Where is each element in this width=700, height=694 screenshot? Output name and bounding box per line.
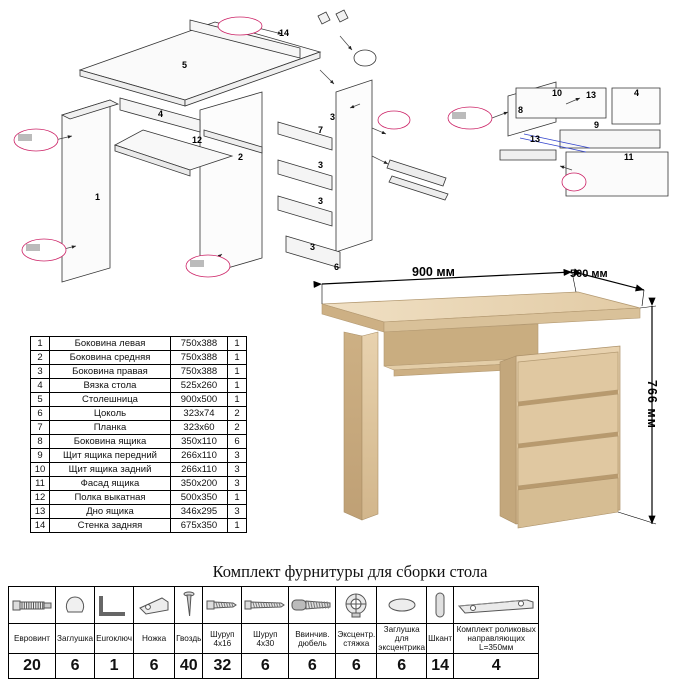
hex-key-icon	[95, 587, 134, 624]
part-qty: 1	[228, 491, 247, 505]
table-row	[31, 351, 247, 365]
part-name: Щит ящика передний	[50, 449, 171, 463]
part-qty: 2	[228, 421, 247, 435]
part-size: 350x110	[171, 435, 228, 449]
callout-r-4: 4	[634, 88, 640, 98]
dimension-height: 766 мм	[645, 380, 659, 429]
part-qty: 3	[228, 463, 247, 477]
part-name: Боковина левая	[50, 337, 171, 351]
callout-3d: 3	[310, 242, 316, 252]
callout-r-11: 11	[624, 152, 634, 162]
part-name: Щит ящика задний	[50, 463, 171, 477]
part-number: 4	[31, 379, 50, 393]
part-number: 2	[31, 351, 50, 365]
table-row	[31, 393, 247, 407]
callout-3a: 3	[330, 112, 336, 122]
part-size: 266x110	[171, 449, 228, 463]
part-qty: 1	[228, 351, 247, 365]
part-number: 1	[31, 337, 50, 351]
hardware-count: 14	[427, 654, 454, 679]
part-number: 13	[31, 505, 50, 519]
part-name: Цоколь	[50, 407, 171, 421]
table-row	[31, 407, 247, 421]
hardware-count: 6	[289, 654, 336, 679]
callout-r-8: 8	[518, 105, 524, 115]
hardware-name: Euroключ	[95, 624, 134, 654]
hardware-table	[8, 586, 539, 679]
part-number: 6	[31, 407, 50, 421]
callout-2: 2	[238, 152, 244, 162]
cap-plug-icon	[56, 587, 95, 624]
parts-table	[30, 336, 247, 533]
part-qty: 3	[228, 505, 247, 519]
hardware-name: Ножка	[134, 624, 175, 654]
part-qty: 1	[228, 337, 247, 351]
callout-1: 1	[95, 192, 101, 202]
part-name: Планка	[50, 421, 171, 435]
callout-14: 14	[279, 28, 290, 38]
hardware-count: 40	[175, 654, 203, 679]
table-row	[31, 365, 247, 379]
table-row	[31, 435, 247, 449]
part-size: 346x295	[171, 505, 228, 519]
table-row	[31, 463, 247, 477]
callout-4: 4	[158, 109, 164, 119]
hardware-count: 6	[134, 654, 175, 679]
part-size: 266x110	[171, 463, 228, 477]
part-qty: 1	[228, 519, 247, 533]
part-size: 900x500	[171, 393, 228, 407]
hardware-name: Гвоздь	[175, 624, 203, 654]
hardware-name: Шкант	[427, 624, 454, 654]
part-qty: 3	[228, 449, 247, 463]
part-name: Фасад ящика	[50, 477, 171, 491]
part-size: 750x388	[171, 351, 228, 365]
table-row	[31, 449, 247, 463]
table-row	[31, 477, 247, 491]
part-number: 12	[31, 491, 50, 505]
screw-4x30-icon	[242, 587, 289, 624]
hardware-name: Заглушка для эксцентрика	[378, 625, 426, 652]
callout-r-13: 13	[586, 90, 597, 100]
cam-cap-icon	[377, 587, 427, 624]
screw-4x16-icon	[203, 587, 242, 624]
part-name: Дно ящика	[50, 505, 171, 519]
callout-7: 7	[318, 125, 324, 135]
part-number: 5	[31, 393, 50, 407]
part-number: 9	[31, 449, 50, 463]
part-name: Стенка задняя	[50, 519, 171, 533]
hardware-count: 6	[377, 654, 427, 679]
dimension-width: 900 мм	[412, 265, 455, 279]
table-row	[31, 379, 247, 393]
part-name: Полка выкатная	[50, 491, 171, 505]
hardware-count: 6	[336, 654, 377, 679]
euro-screw-icon	[9, 587, 56, 624]
part-number: 11	[31, 477, 50, 491]
hardware-count: 20	[9, 654, 56, 679]
wood-dowel-icon	[427, 587, 454, 624]
part-name: Вязка стола	[50, 379, 171, 393]
part-size: 323x60	[171, 421, 228, 435]
part-qty: 1	[228, 379, 247, 393]
part-size: 525x260	[171, 379, 228, 393]
dowel-icon	[289, 587, 336, 624]
part-size: 323x74	[171, 407, 228, 421]
hardware-kit-title: Комплект фурнитуры для сборки стола	[212, 562, 488, 581]
part-size: 500x350	[171, 491, 228, 505]
hardware-name: Шуруп 4x16	[203, 624, 242, 654]
hardware-count: 32	[203, 654, 242, 679]
hardware-count: 1	[95, 654, 134, 679]
part-name: Столешница	[50, 393, 171, 407]
callout-r-9: 9	[594, 120, 600, 130]
part-number: 3	[31, 365, 50, 379]
hardware-count: 4	[454, 654, 539, 679]
dimension-depth: 500 мм	[570, 268, 608, 280]
hardware-name: Шуруп 4x30	[242, 624, 289, 654]
part-qty: 1	[228, 365, 247, 379]
part-size: 350x200	[171, 477, 228, 491]
part-number: 14	[31, 519, 50, 533]
callout-3c: 3	[318, 196, 324, 206]
hardware-name: Заглушка	[56, 624, 95, 654]
hardware-count: 6	[56, 654, 95, 679]
table-row	[31, 491, 247, 505]
part-number: 10	[31, 463, 50, 477]
nail-icon	[175, 587, 203, 624]
part-number: 7	[31, 421, 50, 435]
hardware-name: Эксцентр. стяжка	[336, 624, 377, 654]
exploded-assembly-diagram	[0, 0, 700, 285]
hardware-name: Ввинчив. дюбель	[289, 624, 336, 654]
part-qty: 2	[228, 407, 247, 421]
drawer-slide-icon	[454, 587, 539, 624]
part-qty: 6	[228, 435, 247, 449]
desk-product-image	[300, 262, 690, 552]
part-name: Боковина правая	[50, 365, 171, 379]
hardware-name: Комплект роликовых направляющих L=350мм	[454, 624, 539, 654]
part-size: 675x350	[171, 519, 228, 533]
foot-icon	[134, 587, 175, 624]
callout-r-13b: 13	[530, 134, 541, 144]
callout-r-10: 10	[552, 88, 563, 98]
part-size: 750x388	[171, 365, 228, 379]
callout-3b: 3	[318, 160, 324, 170]
part-qty: 1	[228, 393, 247, 407]
cam-lock-icon	[336, 587, 377, 624]
table-row	[31, 519, 247, 533]
hardware-count: 6	[242, 654, 289, 679]
part-number: 8	[31, 435, 50, 449]
part-qty: 3	[228, 477, 247, 491]
table-row	[31, 505, 247, 519]
callout-12: 12	[192, 135, 203, 145]
callout-6: 6	[334, 262, 340, 272]
part-name: Боковина ящика	[50, 435, 171, 449]
part-name: Боковина средняя	[50, 351, 171, 365]
callout-5: 5	[182, 60, 188, 70]
part-size: 750x388	[171, 337, 228, 351]
table-row	[31, 421, 247, 435]
table-row	[31, 337, 247, 351]
hardware-name: Евровинт	[9, 624, 56, 654]
